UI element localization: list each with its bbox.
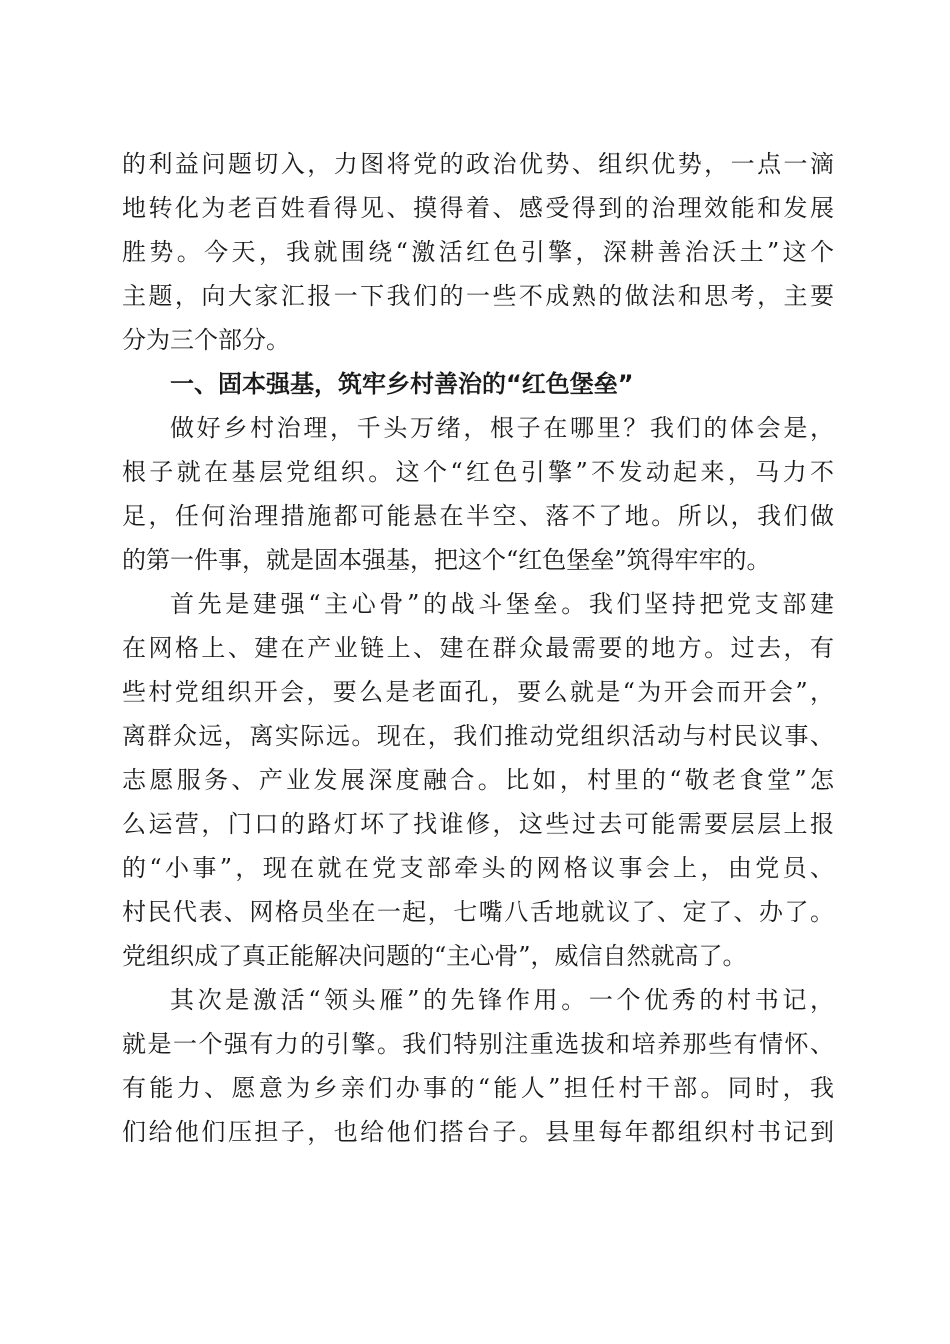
- paragraph-line: 志愿服务、产业发展深度融合。比如，村里的“敬老食堂”怎: [122, 766, 834, 794]
- paragraph-line: 有能力、愿意为乡亲们办事的“能人”担任村干部。同时，我: [122, 1074, 834, 1102]
- paragraph-line: 们给他们压担子，也给他们搭台子。县里每年都组织村书记到: [122, 1118, 834, 1146]
- document-body: [122, 142, 834, 1154]
- paragraph-line: 其次是激活“领头雁”的先锋作用。一个优秀的村书记，: [170, 986, 834, 1014]
- paragraph-line: 的第一件事，就是固本强基，把这个“红色堡垒”筑得牢牢的。: [122, 546, 771, 574]
- paragraph-line: 党组织成了真正能解决问题的“主心骨”，威信自然就高了。: [122, 942, 747, 970]
- paragraph-line: 么运营，门口的路灯坏了找谁修，这些过去可能需要层层上报: [122, 810, 834, 838]
- section-heading: 一、固本强基，筑牢乡村善治的“红色堡垒”: [170, 370, 634, 398]
- paragraph-line: 地转化为老百姓看得见、摸得着、感受得到的治理效能和发展: [122, 194, 834, 222]
- paragraph-line: 分为三个部分。: [122, 326, 290, 354]
- paragraph-line: 在网格上、建在产业链上、建在群众最需要的地方。过去，有: [122, 634, 834, 662]
- paragraph-line: 主题，向大家汇报一下我们的一些不成熟的做法和思考，主要: [122, 282, 834, 310]
- paragraph-line: 就是一个强有力的引擎。我们特别注重选拔和培养那些有情怀、: [122, 1030, 834, 1058]
- paragraph-line: 村民代表、网格员坐在一起，七嘴八舌地就议了、定了、办了。: [122, 898, 834, 926]
- paragraph-line: 些村党组织开会，要么是老面孔，要么就是“为开会而开会”，: [122, 678, 834, 706]
- paragraph-line: 根子就在基层党组织。这个“红色引擎”不发动起来，马力不: [122, 458, 834, 486]
- paragraph-line: 的利益问题切入，力图将党的政治优势、组织优势，一点一滴: [122, 150, 834, 178]
- paragraph-line: 的“小事”，现在就在党支部牵头的网格议事会上，由党员、: [122, 854, 834, 882]
- paragraph-line: 足，任何治理措施都可能悬在半空、落不了地。所以，我们做: [122, 502, 834, 530]
- paragraph-line: 做好乡村治理，千头万绪，根子在哪里？我们的体会是，: [170, 414, 834, 442]
- paragraph-line: 离群众远，离实际远。现在，我们推动党组织活动与村民议事、: [122, 722, 834, 750]
- paragraph-line: 首先是建强“主心骨”的战斗堡垒。我们坚持把党支部建: [170, 590, 834, 618]
- paragraph-line: 胜势。今天，我就围绕“激活红色引擎，深耕善治沃土”这个: [122, 238, 834, 266]
